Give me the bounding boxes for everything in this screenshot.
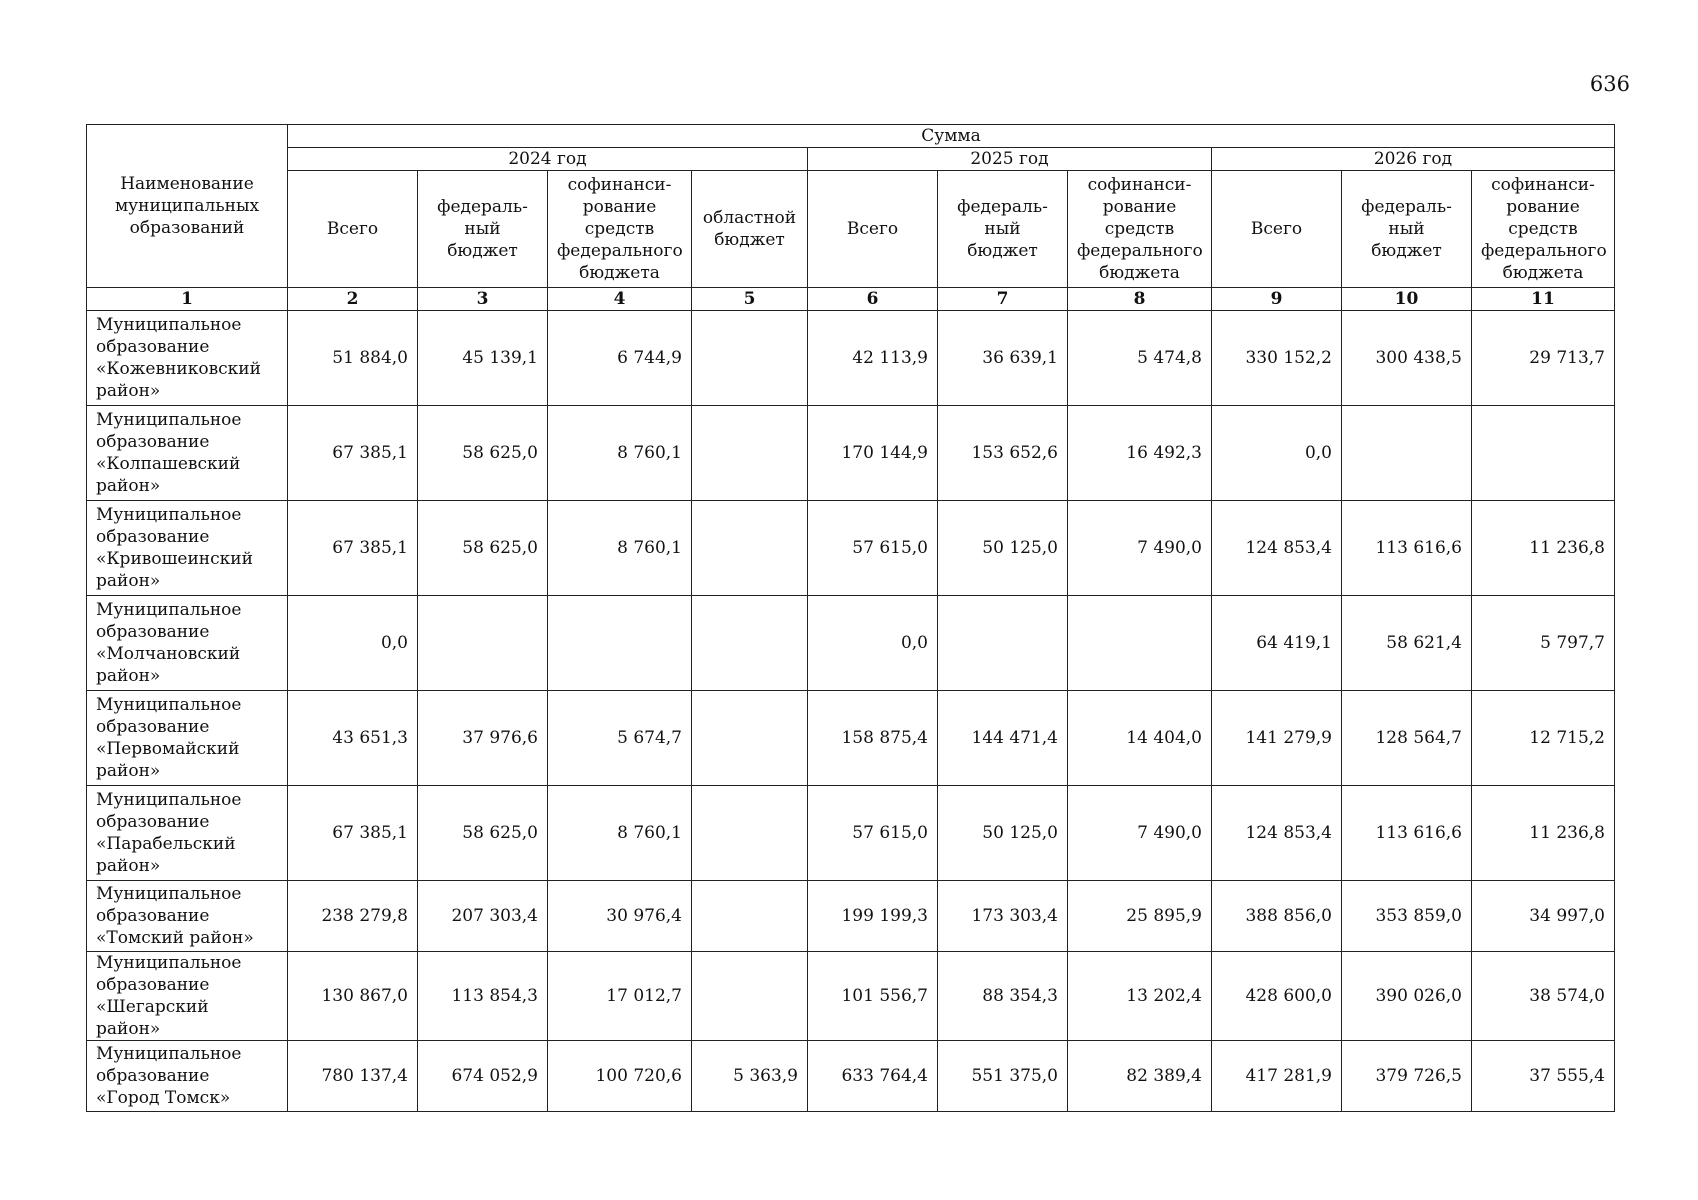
table-row — [87, 501, 1615, 596]
column-number: 10 — [1342, 288, 1472, 311]
value-cell: 12 715,2 — [1472, 691, 1615, 786]
value-cell: 50 125,0 — [938, 786, 1068, 881]
column-number: 6 — [808, 288, 938, 311]
value-cell: 67 385,1 — [288, 501, 418, 596]
value-cell — [692, 691, 808, 786]
value-cell: 124 853,4 — [1212, 501, 1342, 596]
municipality-name: Муниципальное образование «Кривошеинский район» — [87, 501, 288, 596]
header-year-2024: 2024 год — [288, 148, 808, 171]
value-cell: 37 976,6 — [418, 691, 548, 786]
header-col-total: Всего — [288, 171, 418, 288]
value-cell: 30 976,4 — [548, 881, 692, 952]
value-cell — [692, 406, 808, 501]
value-cell: 379 726,5 — [1342, 1041, 1472, 1112]
value-cell: 50 125,0 — [938, 501, 1068, 596]
column-number: 9 — [1212, 288, 1342, 311]
value-cell: 14 404,0 — [1068, 691, 1212, 786]
value-cell: 153 652,6 — [938, 406, 1068, 501]
table-row — [87, 691, 1615, 786]
municipality-name: Муниципальное образование «Молчановский район» — [87, 596, 288, 691]
column-number: 3 — [418, 288, 548, 311]
value-cell: 58 625,0 — [418, 406, 548, 501]
value-cell: 353 859,0 — [1342, 881, 1472, 952]
table-header — [87, 125, 1615, 311]
column-number: 1 — [87, 288, 288, 311]
value-cell: 43 651,3 — [288, 691, 418, 786]
column-numbers-row — [87, 288, 1615, 311]
table-row — [87, 786, 1615, 881]
value-cell — [548, 596, 692, 691]
value-cell: 330 152,2 — [1212, 311, 1342, 406]
value-cell: 417 281,9 — [1212, 1041, 1342, 1112]
value-cell — [1342, 406, 1472, 501]
value-cell: 428 600,0 — [1212, 952, 1342, 1041]
header-col-regional: областной бюджет — [692, 171, 808, 288]
municipality-name: Муниципальное образование «Томский район» — [87, 881, 288, 952]
value-cell: 238 279,8 — [288, 881, 418, 952]
value-cell — [1472, 406, 1615, 501]
value-cell: 25 895,9 — [1068, 881, 1212, 952]
value-cell — [418, 596, 548, 691]
value-cell: 5 474,8 — [1068, 311, 1212, 406]
municipality-name: Муниципальное образование «Город Томск» — [87, 1041, 288, 1112]
value-cell: 6 744,9 — [548, 311, 692, 406]
value-cell: 57 615,0 — [808, 786, 938, 881]
value-cell: 170 144,9 — [808, 406, 938, 501]
value-cell: 64 419,1 — [1212, 596, 1342, 691]
value-cell: 0,0 — [808, 596, 938, 691]
value-cell: 128 564,7 — [1342, 691, 1472, 786]
value-cell: 57 615,0 — [808, 501, 938, 596]
column-number: 5 — [692, 288, 808, 311]
header-sum: Сумма — [288, 125, 1615, 148]
table-row — [87, 311, 1615, 406]
value-cell: 113 854,3 — [418, 952, 548, 1041]
table-row — [87, 406, 1615, 501]
value-cell: 16 492,3 — [1068, 406, 1212, 501]
header-col-federal: федераль-ный бюджет — [1342, 171, 1472, 288]
value-cell: 11 236,8 — [1472, 786, 1615, 881]
value-cell: 388 856,0 — [1212, 881, 1342, 952]
value-cell: 5 797,7 — [1472, 596, 1615, 691]
municipality-name: Муниципальное образование «Парабельский район» — [87, 786, 288, 881]
value-cell: 141 279,9 — [1212, 691, 1342, 786]
value-cell — [692, 786, 808, 881]
value-cell — [692, 311, 808, 406]
value-cell: 7 490,0 — [1068, 786, 1212, 881]
value-cell: 130 867,0 — [288, 952, 418, 1041]
value-cell: 37 555,4 — [1472, 1041, 1615, 1112]
value-cell: 113 616,6 — [1342, 501, 1472, 596]
column-number: 11 — [1472, 288, 1615, 311]
value-cell: 0,0 — [1212, 406, 1342, 501]
table-row — [87, 1041, 1615, 1112]
value-cell: 51 884,0 — [288, 311, 418, 406]
value-cell: 58 625,0 — [418, 501, 548, 596]
value-cell: 58 625,0 — [418, 786, 548, 881]
column-number: 2 — [288, 288, 418, 311]
value-cell — [938, 596, 1068, 691]
value-cell: 633 764,4 — [808, 1041, 938, 1112]
value-cell: 101 556,7 — [808, 952, 938, 1041]
value-cell: 11 236,8 — [1472, 501, 1615, 596]
value-cell: 82 389,4 — [1068, 1041, 1212, 1112]
value-cell: 34 997,0 — [1472, 881, 1615, 952]
value-cell: 199 199,3 — [808, 881, 938, 952]
value-cell: 124 853,4 — [1212, 786, 1342, 881]
table-row — [87, 596, 1615, 691]
header-col-total: Всего — [1212, 171, 1342, 288]
page-number: 636 — [1589, 72, 1630, 96]
value-cell: 42 113,9 — [808, 311, 938, 406]
header-col-federal: федераль-ный бюджет — [418, 171, 548, 288]
value-cell: 5 674,7 — [548, 691, 692, 786]
value-cell — [1068, 596, 1212, 691]
value-cell: 13 202,4 — [1068, 952, 1212, 1041]
column-number: 7 — [938, 288, 1068, 311]
value-cell: 300 438,5 — [1342, 311, 1472, 406]
value-cell: 173 303,4 — [938, 881, 1068, 952]
value-cell: 158 875,4 — [808, 691, 938, 786]
value-cell: 17 012,7 — [548, 952, 692, 1041]
header-col-federal: федераль-ный бюджет — [938, 171, 1068, 288]
value-cell: 8 760,1 — [548, 406, 692, 501]
value-cell: 7 490,0 — [1068, 501, 1212, 596]
value-cell: 8 760,1 — [548, 786, 692, 881]
value-cell: 674 052,9 — [418, 1041, 548, 1112]
value-cell: 8 760,1 — [548, 501, 692, 596]
value-cell — [692, 596, 808, 691]
value-cell — [692, 881, 808, 952]
table-body — [87, 311, 1615, 1112]
value-cell: 5 363,9 — [692, 1041, 808, 1112]
value-cell: 113 616,6 — [1342, 786, 1472, 881]
header-year-2026: 2026 год — [1212, 148, 1615, 171]
value-cell: 780 137,4 — [288, 1041, 418, 1112]
header-name-column: Наименование муниципальных образований — [87, 125, 288, 288]
value-cell: 144 471,4 — [938, 691, 1068, 786]
column-number: 8 — [1068, 288, 1212, 311]
value-cell: 0,0 — [288, 596, 418, 691]
value-cell: 67 385,1 — [288, 406, 418, 501]
header-col-cofinancing: софинанси-рование средств федерального бюджета — [548, 171, 692, 288]
value-cell: 38 574,0 — [1472, 952, 1615, 1041]
value-cell: 207 303,4 — [418, 881, 548, 952]
municipality-name: Муниципальное образование «Колпашевский район» — [87, 406, 288, 501]
value-cell: 88 354,3 — [938, 952, 1068, 1041]
municipality-name: Муниципальное образование «Кожевниковский район» — [87, 311, 288, 406]
value-cell: 36 639,1 — [938, 311, 1068, 406]
value-cell: 551 375,0 — [938, 1041, 1068, 1112]
value-cell: 390 026,0 — [1342, 952, 1472, 1041]
budget-table — [86, 124, 1615, 1112]
table-row — [87, 881, 1615, 952]
value-cell: 45 139,1 — [418, 311, 548, 406]
municipality-name: Муниципальное образование «Шегарский район» — [87, 952, 288, 1041]
value-cell — [692, 501, 808, 596]
municipality-name: Муниципальное образование «Первомайский район» — [87, 691, 288, 786]
value-cell — [692, 952, 808, 1041]
value-cell: 58 621,4 — [1342, 596, 1472, 691]
value-cell: 67 385,1 — [288, 786, 418, 881]
header-col-cofinancing: софинанси-рование средств федерального бюджета — [1068, 171, 1212, 288]
column-number: 4 — [548, 288, 692, 311]
header-col-total: Всего — [808, 171, 938, 288]
table-row — [87, 952, 1615, 1041]
value-cell: 29 713,7 — [1472, 311, 1615, 406]
header-col-cofinancing: софинанси-рование средств федерального бюджета — [1472, 171, 1615, 288]
value-cell: 100 720,6 — [548, 1041, 692, 1112]
header-year-2025: 2025 год — [808, 148, 1212, 171]
